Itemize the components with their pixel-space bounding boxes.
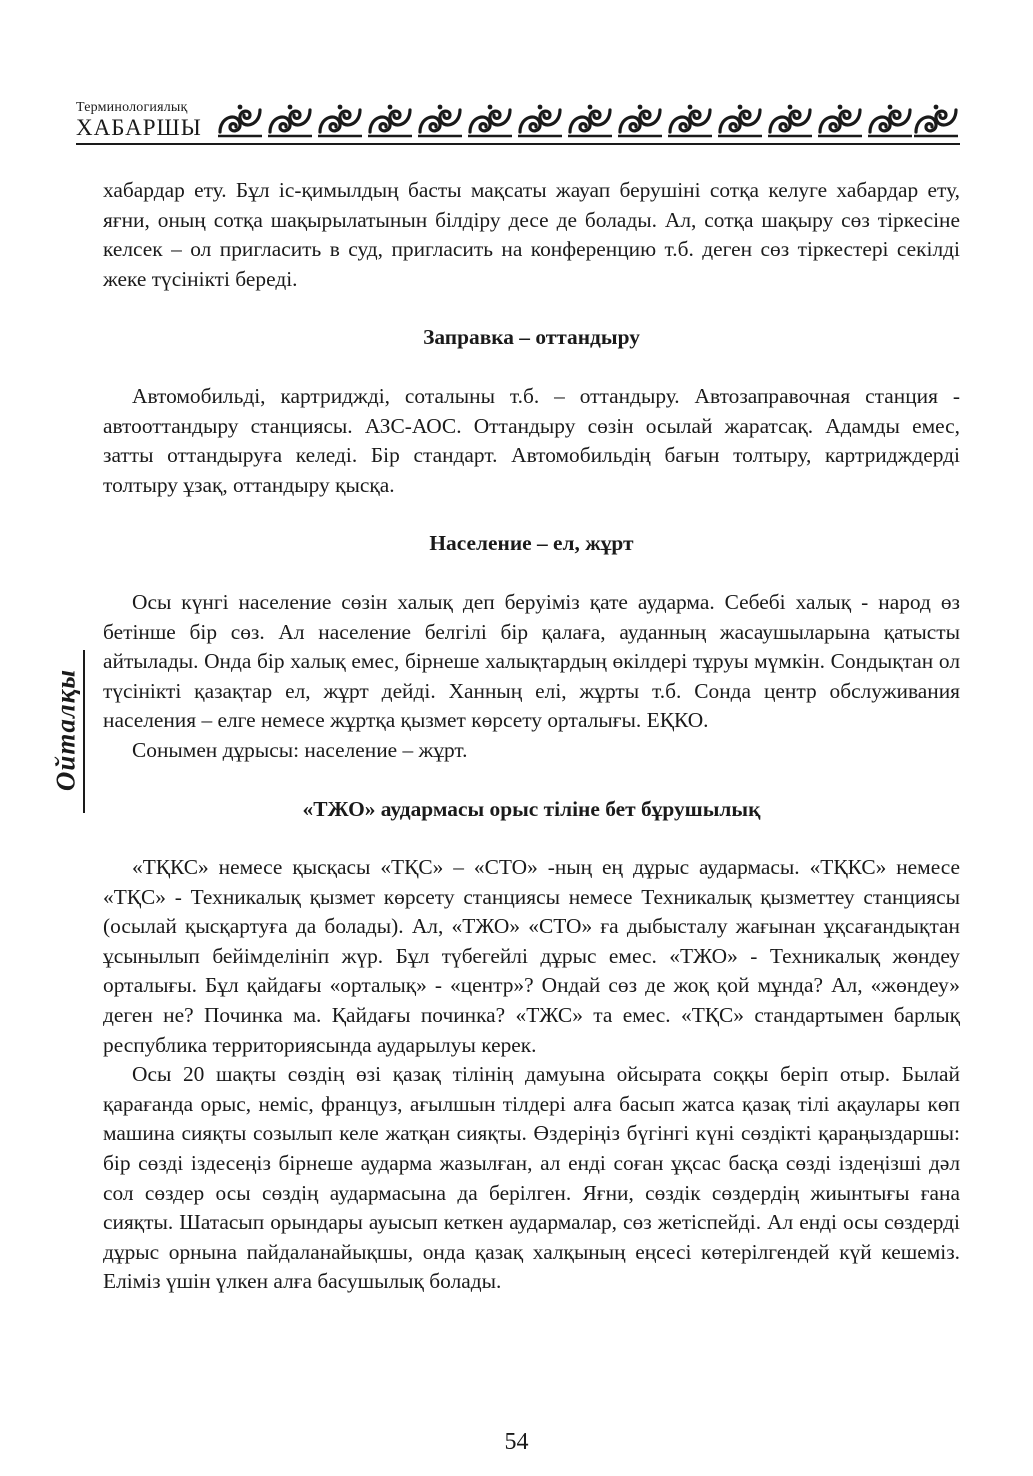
header-rule	[76, 143, 960, 145]
section-heading: Заправка – оттандыру	[423, 325, 640, 350]
section-side-tab	[48, 650, 88, 813]
journal-title-small: Терминологиялық	[76, 100, 188, 115]
side-tab-label: Ойталқы	[50, 668, 81, 792]
paragraph: Осы 20 шақты сөздің өзі қазақ тілінің дамуына ойсырата соққы беріп отыр. Былай қарағанда орыс, неміс, француз, ағылшын тілдері алға басып жатса қазақ тілі ақаулары көп машина сияқты созылып келе жатқан сияқты. Өздеріңіз бүгінгі күні сөздікті қараңыздаршы: бір сөзді іздесеңіз бірнеше аударма жазылған, ал енді соған ұқсас басқа сөзді іздеңізші дәл сол сөздер осы сөздің аудармасына да берілген. Яғни, сөздік сөздердің жиынтығы ғана сияқты. Шатасып орындары ауысып кеткен аудармалар, сөз жетіспейді. Ал енді осы сөздерді дұрыс орнына пайдаланайықшы, онда қазақ халқының еңсесі көтерілгендей күй кешеміз. Еліміз үшін үлкен алға басушылық болады.	[103, 1062, 960, 1294]
side-tab-rule	[83, 650, 85, 813]
paragraph: «ТҚКС» немесе қысқасы «ТҚС» – «СТО» -ның ең дұрыс аудармасы. «ТҚКС» немесе «ТҚС» - Техникалық қызмет көрсету станциясы немесе Техникалық қызметтеу станциясы (осылай қысқартуға да болады). Ал, «ТЖО» «СТО» ға дыбысталу жағынан ұқсағандықтан ұсынылып бейімделініп жүр. Бұл түбегейлі дұрыс емес. «ТЖО» - Техникалық жөндеу орталығы. Бұл қайдағы «орталық» - «центр»? Ондай сөз де жоқ қой мұнда? Ал, «жөндеу» деген не? Починка ма. Қайдағы починка? «ТЖС» та емес. «ТҚС» стандартымен барлық республика территориясында аударылуы керек.	[103, 855, 960, 1057]
running-header	[76, 100, 960, 146]
paragraph: Сонымен дұрысы: население – жұрт.	[132, 737, 468, 762]
journal-title-big: ХАБАРШЫ	[76, 115, 202, 140]
paragraph: хабардар ету. Бұл іс-қимылдың басты мақсаты жауап берушіні сотқа келуге хабардар ету, яғни, оның сотқа шақырылатынын білдіру десе де болады. Ал, сотқа шақыру сөз тіркесіне келсек – ол пригласить в суд, пригласить на конференцию т.б. деген сөз тіркестері секілді жеке түсінікті береді.	[103, 178, 960, 291]
article-body	[103, 176, 960, 1297]
ornament-icon	[216, 102, 960, 140]
paragraph: Автомобильді, картриджді, соталыны т.б. – оттандыру. Автозаправочная станция - автооттандыру станциясы. АЗС-АОС. Оттандыру сөзін осылай жаратсақ. Адамды емес, затты оттандыруға келеді. Бір стандарт. Автомобильдің бағын толтыру, картридждерді толтыру ұзақ, оттандыру қысқа.	[103, 383, 960, 497]
section-heading: Население – ел, жұрт	[429, 531, 634, 556]
paragraph: Осы күнгі население сөзін халық деп беруіміз қате аударма. Себебі халық - народ өз бетінше бір сөз. Ал население белгілі бір қалаға, ауданның жасаушыларына қатысты айтылады. Онда бір халық емес, бірнеше халықтардың өкілдері тұруы мүмкін. Сондықтан ол түсінікті қазақтар ел, жұрт дейді. Ханның елі, жұрты т.б. Сонда центр обслуживания населения – елге немесе жұртқа қызмет көрсету орталығы. ЕҚКО.	[103, 589, 960, 733]
section-heading: «ТЖО» аудармасы орыс тіліне бет бұрушылық	[302, 796, 761, 821]
page-number: 54	[504, 1429, 529, 1455]
